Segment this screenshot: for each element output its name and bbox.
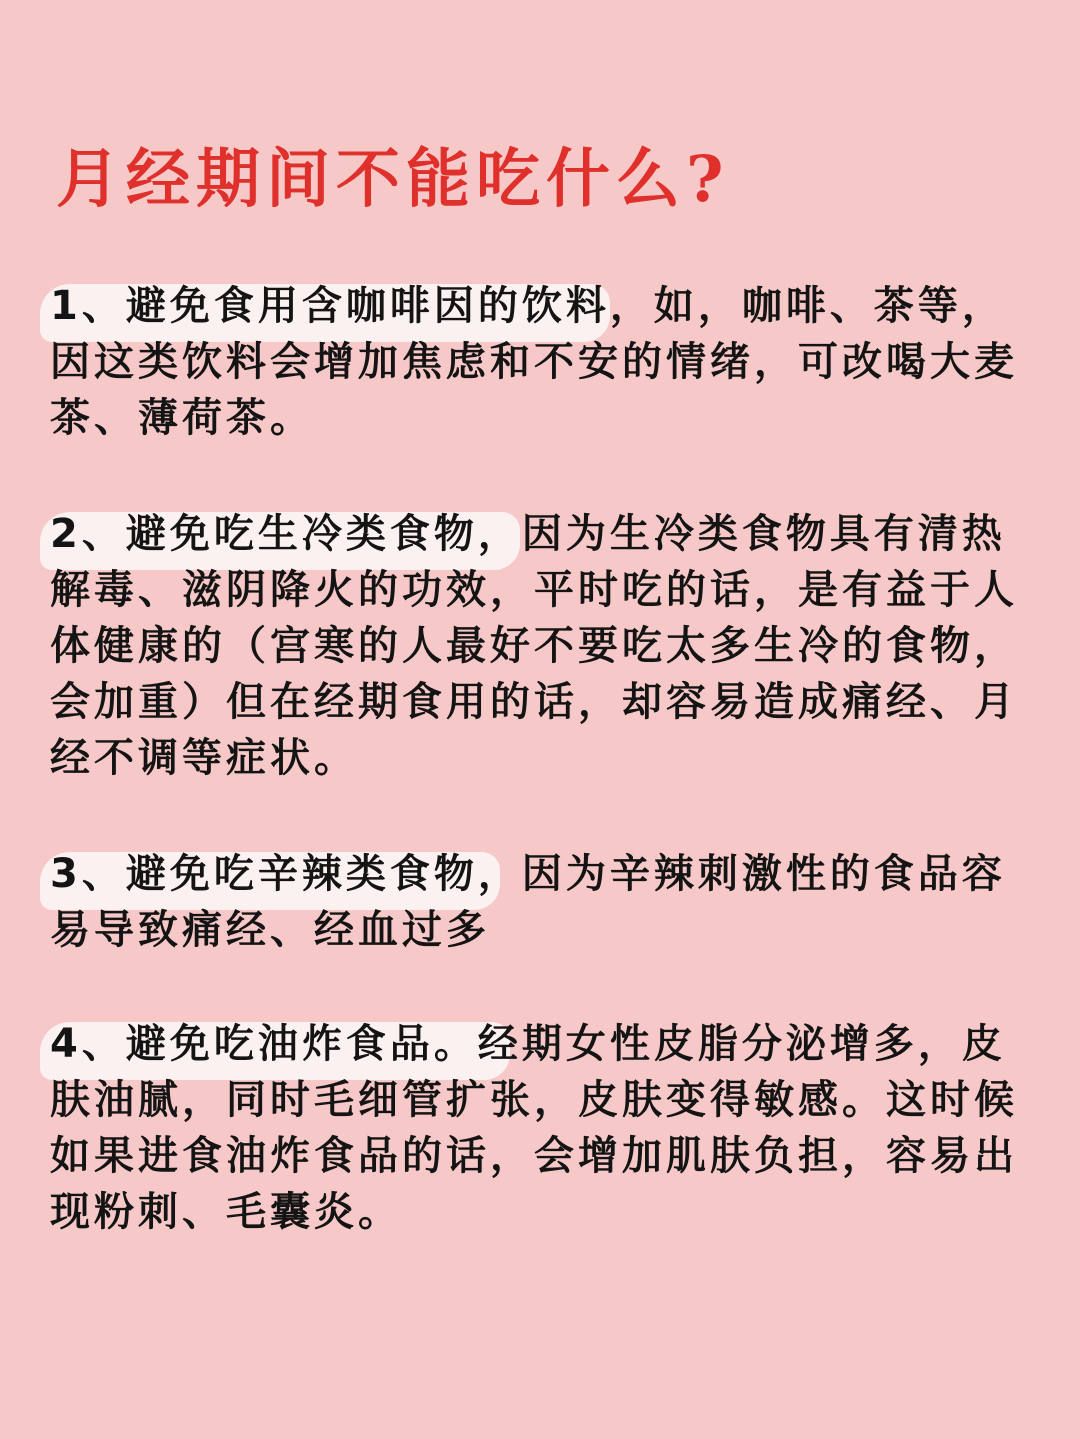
list-item <box>0 278 1080 446</box>
list-item <box>0 1016 1080 1240</box>
page-title: 月经期间不能吃什么? <box>56 142 730 217</box>
list-item <box>0 846 1080 958</box>
list-item-text: 3、避免吃辛辣类食物，因为辛辣刺激性的食品容易导致痛经、经血过多 <box>50 851 1006 953</box>
list-item-text: 4、避免吃油炸食品。经期女性皮脂分泌增多，皮肤油腻，同时毛细管扩张，皮肤变得敏感。这时候如果进食油炸食品的话，会增加肌肤负担，容易出现粉刺、毛囊炎。 <box>50 1021 1018 1235</box>
list-item <box>0 506 1080 786</box>
list-item-text: 1、避免食用含咖啡因的饮料，如，咖啡、茶等，因这类饮料会增加焦虑和不安的情绪，可改喝大麦茶、薄荷茶。 <box>50 283 1018 441</box>
list-item-text: 2、避免吃生冷类食物，因为生冷类食物具有清热解毒、滋阴降火的功效，平时吃的话，是有益于人体健康的（宫寒的人最好不要吃太多生冷的食物，会加重）但在经期食用的话，却容易造成痛经、月经不调等症状。 <box>50 511 1018 781</box>
